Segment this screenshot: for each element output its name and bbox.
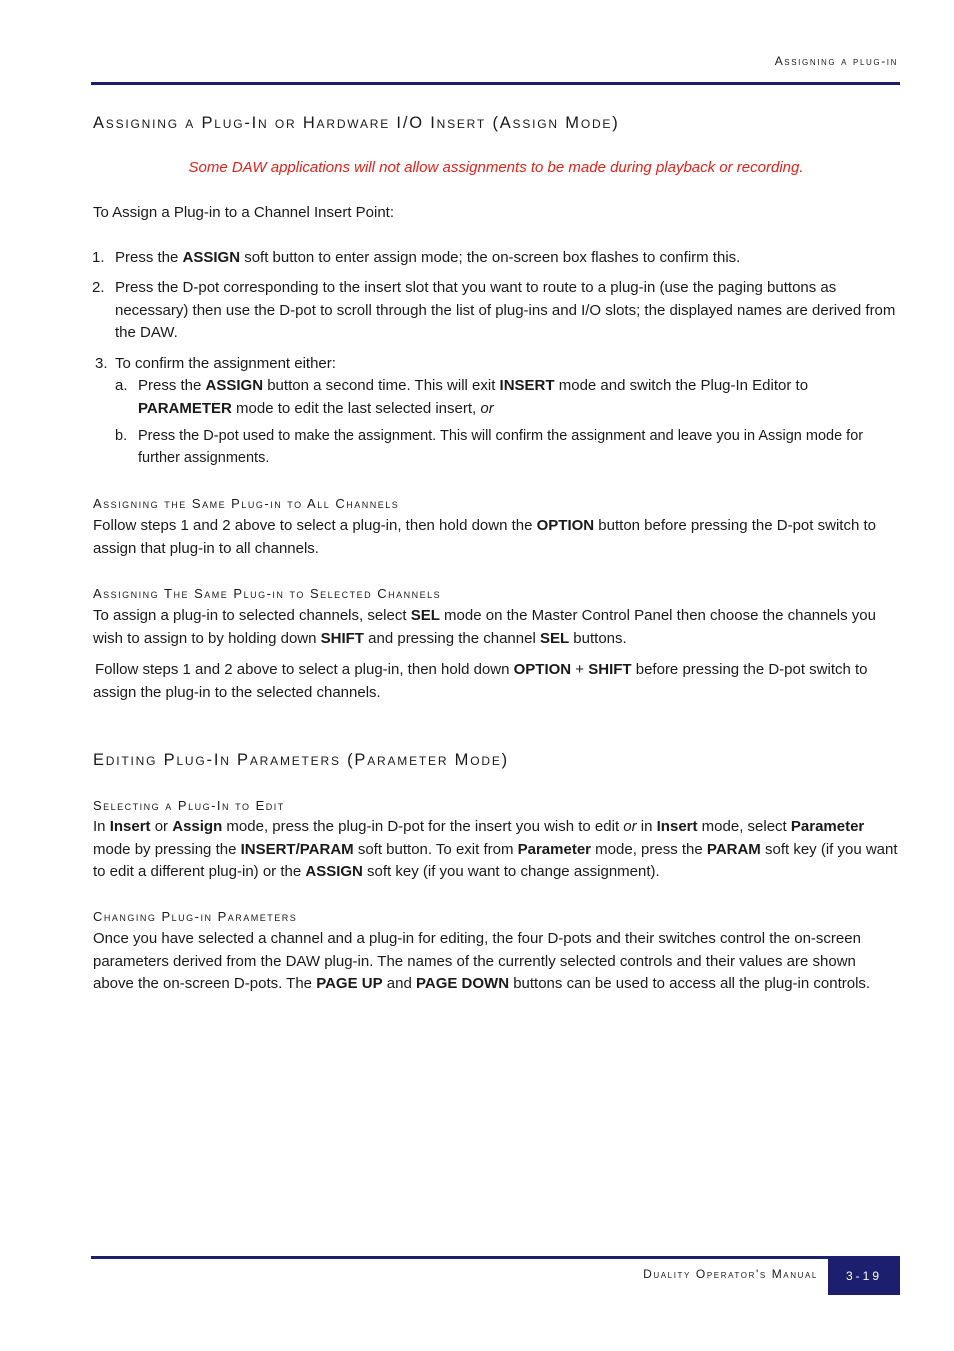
page-number: 3-19 (845, 1268, 883, 1283)
page-number-badge (828, 1256, 900, 1295)
list-number: 1. (92, 249, 105, 266)
paragraph-changing-parameters: Once you have selected a channel and a plug-in for editing, the four D-pots and their switches control the on-screen parameters derived from the DAW plug-in. The names of the currently selected controls and their values are shown above the on-screen D-pots. The PAGE UP and PAGE DOWN buttons can be used to access all the plug-in controls. (93, 930, 871, 993)
list-number: 3. (95, 355, 108, 372)
paragraph-all-channels: Follow steps 1 and 2 above to select a plug-in, then hold down the OPTION button before pressing the D-pot switch to assign that plug-in to all channels. (93, 517, 876, 557)
list-item-step-3b: b. Press the D-pot used to make the assignment. This will confirm the assignment and leave you in Assign mode for further assignments. (138, 425, 868, 469)
paragraph-selected-channels-1: To assign a plug-in to selected channels, select SEL mode on the Master Control Panel then choose the channels you wish to assign to by holding down SHIFT and pressing the channel SEL buttons. (93, 607, 876, 647)
paragraph-selecting-plugin: In Insert or Assign mode, press the plug-in D-pot for the insert you wish to edit or in Insert mode, select Parameter mode by pressing the INSERT/PARAM soft button. To exit from Parameter mode, press the PARAM soft key (if you want to edit a different plug-in) or the ASSIGN soft key (if you want to change assignment). (93, 818, 898, 881)
paragraph-selected-channels-2: Follow steps 1 and 2 above to select a plug-in, then hold down OPTION + SHIFT before pressing the D-pot switch to assign the plug-in to the selected channels. (93, 661, 868, 701)
intro-paragraph: To Assign a Plug-in to a Channel Insert Point: (93, 204, 395, 221)
list-item-step-2: 2. Press the D-pot corresponding to the insert slot that you want to route to a plug-in (use the paging buttons as necessary) then use the D-pot to scroll through the list of plug-ins and I/O slots; the displayed names are derived from the DAW. (92, 279, 896, 342)
section-heading-assign-mode: Assigning a Plug-In or Hardware I/O Insert (Assign Mode) (93, 114, 620, 132)
warning-note: Some DAW applications will not allow assignments to be made during playback or recording. (188, 159, 804, 176)
running-header: Assigning a plug-in (774, 54, 898, 68)
subheading-selected-channels: Assigning The Same Plug-in to Selected Channels (93, 586, 442, 601)
subheading-selecting-plugin: Selecting a Plug-In to Edit (93, 798, 285, 813)
footer-rule (91, 1256, 900, 1259)
subheading-changing-parameters: Changing Plug-in Parameters (93, 909, 298, 924)
list-number: 2. (92, 279, 105, 296)
list-item-step-3a: a. Press the ASSIGN button a second time. This will exit INSERT mode and switch the Plug-In Editor to PARAMETER mode to edit the last selected insert, or (115, 377, 809, 417)
list-item-step-3: 3. To confirm the assignment either: (115, 353, 899, 376)
list-number: b. (115, 428, 128, 444)
subheading-all-channels: Assigning the Same Plug-in to All Channels (93, 496, 400, 511)
list-number: a. (115, 377, 128, 394)
section-heading-parameter-mode: Editing Plug-In Parameters (Parameter Mode) (93, 751, 509, 769)
header-rule (91, 82, 900, 85)
list-item-step-1: 1. Press the ASSIGN soft button to enter assign mode; the on-screen box flashes to confirm this. (115, 247, 899, 270)
footer-manual-title: Duality Operator's Manual (643, 1267, 818, 1281)
